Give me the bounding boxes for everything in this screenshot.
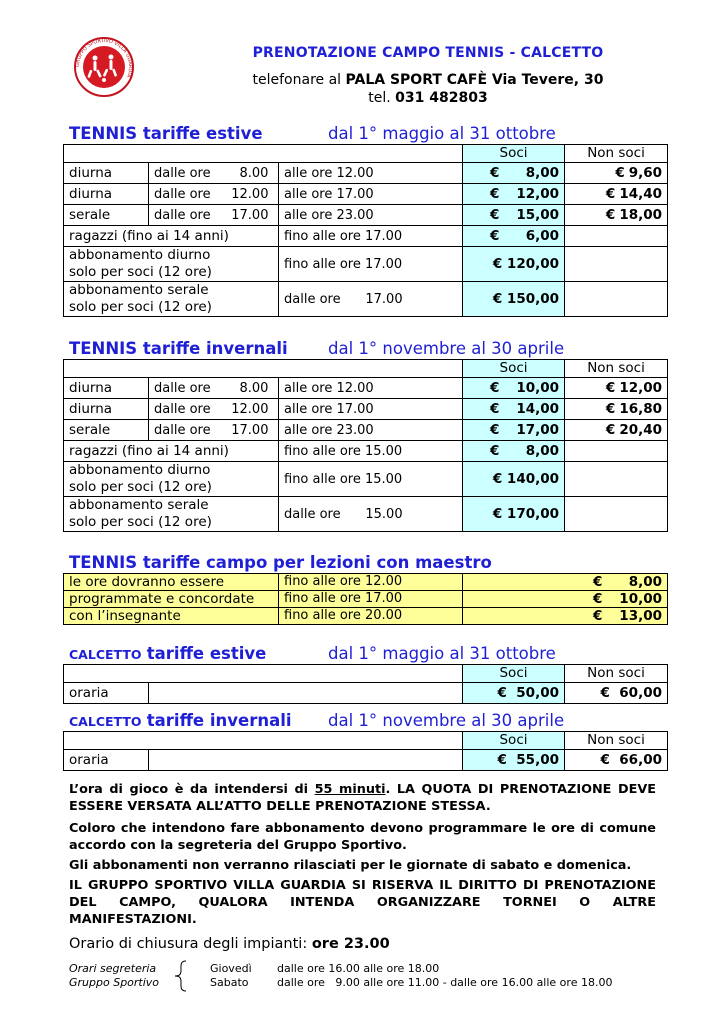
lesson-price: € 10,00 — [463, 591, 668, 608]
section-title: tariffe invernali — [146, 711, 292, 730]
table-row — [64, 574, 668, 591]
col-non-soci: Non soci — [565, 360, 668, 378]
rate-to: alle ore 23.00 — [279, 205, 463, 226]
price-soci: € 10,00 — [463, 378, 565, 399]
footer-day-1: Giovedì — [210, 962, 252, 975]
price-soci: € 50,00 — [463, 683, 565, 704]
price-soci: € 140,00 — [463, 462, 565, 497]
abbonamento-label: abbonamento diurno solo per soci (12 ore) — [64, 247, 279, 282]
rate-to: fino alle ore 12.00 — [279, 574, 463, 591]
col-soci: Soci — [463, 732, 565, 750]
lesson-note: con l’insegnante — [64, 608, 279, 625]
table-row — [64, 462, 668, 497]
brace-icon — [172, 960, 188, 992]
section-dates: dal 1° novembre al 30 aprile — [328, 711, 565, 730]
section-title: TENNIS tariffe estive — [69, 124, 263, 143]
table-row — [64, 420, 668, 441]
section-calcetto-winter-title — [69, 711, 565, 730]
price-soci: € 14,00 — [463, 399, 565, 420]
rate-from: dalle ore 8.00 — [149, 163, 279, 184]
col-non-soci: Non soci — [565, 732, 668, 750]
table-row — [64, 163, 668, 184]
rate-to: alle ore 17.00 — [279, 184, 463, 205]
price-soci: € 170,00 — [463, 497, 565, 532]
note-paragraph-2: Coloro che intendono fare abbonamento devono programmare le ore di comune accordo con la segreteria del Gruppo Sportivo. — [69, 821, 656, 853]
rate-name: serale — [64, 205, 149, 226]
price-non-soci: € 20,40 — [565, 420, 668, 441]
rate-name: serale — [64, 420, 149, 441]
price-soci: € 150,00 — [463, 282, 565, 317]
table-row — [64, 497, 668, 532]
rate-to: fino alle ore 17.00 — [279, 247, 463, 282]
section-title: TENNIS tariffe invernali — [69, 339, 288, 358]
lesson-price: € 8,00 — [463, 574, 668, 591]
table-row — [64, 399, 668, 420]
col-soci: Soci — [463, 145, 565, 163]
section-dates: dal 1° maggio al 31 ottobre — [328, 124, 556, 143]
table-header-row — [64, 732, 668, 750]
venue-name: PALA SPORT CAFÈ Via Tevere, 30 — [345, 72, 604, 88]
section-tennis-winter-title — [69, 339, 565, 358]
phone-line-2 — [0, 90, 724, 106]
rate-to: dalle ore 15.00 — [279, 497, 463, 532]
rate-to: fino alle ore 15.00 — [279, 441, 463, 462]
rate-name: diurna — [64, 399, 149, 420]
calcetto-winter-table — [63, 731, 668, 771]
rate-name: diurna — [64, 184, 149, 205]
section-tennis-summer-title — [69, 124, 556, 143]
price-soci: € 8,00 — [463, 441, 565, 462]
price-non-soci: € 18,00 — [565, 205, 668, 226]
table-row — [64, 608, 668, 625]
tennis-summer-table — [63, 144, 668, 317]
price-non-soci: € 66,00 — [565, 750, 668, 771]
duration-underlined: 55 minuti — [314, 782, 386, 797]
price-non-soci: € 12,00 — [565, 378, 668, 399]
rate-to: alle ore 12.00 — [279, 163, 463, 184]
rate-from: dalle ore 17.00 — [149, 420, 279, 441]
table-row — [64, 441, 668, 462]
rate-to: fino alle ore 20.00 — [279, 608, 463, 625]
ragazzi-label: ragazzi (fino ai 14 anni) — [64, 226, 279, 247]
col-soci: Soci — [463, 360, 565, 378]
price-soci: € 120,00 — [463, 247, 565, 282]
phone-number: 031 482803 — [395, 90, 488, 106]
tennis-lessons-table — [63, 573, 668, 625]
logo-ring-text: GRUPPO SPORTIVO VILLA GUARDIA — [74, 37, 134, 79]
col-soci: Soci — [463, 665, 565, 683]
ragazzi-label: ragazzi (fino ai 14 anni) — [64, 441, 279, 462]
price-non-soci: € 60,00 — [565, 683, 668, 704]
page-title: PRENOTAZIONE CAMPO TENNIS - CALCETTO — [252, 45, 604, 61]
price-soci: € 12,00 — [463, 184, 565, 205]
rate-from: dalle ore 8.00 — [149, 378, 279, 399]
rate-from: dalle ore 12.00 — [149, 399, 279, 420]
price-non-soci: € 9,60 — [565, 163, 668, 184]
abbonamento-label: abbonamento diurno solo per soci (12 ore) — [64, 462, 279, 497]
table-row — [64, 750, 668, 771]
table-row — [64, 247, 668, 282]
note-paragraph-4: IL GRUPPO SPORTIVO VILLA GUARDIA SI RISERVA IL DIRITTO DI PRENOTAZIONE DEL CAMPO, QUALORA INTENDA ORGANIZZARE TORNEI O ALTRE MANIFESTAZIONI. — [69, 878, 656, 927]
price-soci: € 17,00 — [463, 420, 565, 441]
closing-time-value: ore 23.00 — [311, 936, 390, 952]
price-soci: € 55,00 — [463, 750, 565, 771]
abbonamento-label: abbonamento serale solo per soci (12 ore) — [64, 282, 279, 317]
col-non-soci: Non soci — [565, 145, 668, 163]
section-title-small: CALCETTO — [69, 714, 142, 729]
rate-to: alle ore 23.00 — [279, 420, 463, 441]
price-soci: € 8,00 — [463, 163, 565, 184]
note-paragraph-1: L’ora di gioco è da intendersi di 55 minuti. LA QUOTA DI PRENOTAZIONE DEVE ESSERE VERSATA ALL’ATTO DELLE PRENOTAZIONE STESSA. — [69, 782, 656, 814]
table-header-row — [64, 145, 668, 163]
rate-from: dalle ore 12.00 — [149, 184, 279, 205]
table-row — [64, 184, 668, 205]
table-row — [64, 591, 668, 608]
table-row — [64, 378, 668, 399]
phone-line-1 — [0, 72, 724, 88]
lesson-note: le ore dovranno essere — [64, 574, 279, 591]
footer-hours-1: dalle ore 16.00 alle ore 18.00 — [277, 962, 440, 975]
price-soci: € 6,00 — [463, 226, 565, 247]
tennis-winter-table — [63, 359, 668, 532]
rate-to: alle ore 17.00 — [279, 399, 463, 420]
price-soci: € 15,00 — [463, 205, 565, 226]
footer-label-2: Gruppo Sportivo — [69, 976, 160, 989]
rate-to: fino alle ore 15.00 — [279, 462, 463, 497]
rate-name: oraria — [64, 683, 149, 704]
section-dates: dal 1° maggio al 31 ottobre — [328, 644, 556, 663]
rate-to: alle ore 12.00 — [279, 378, 463, 399]
footer-hours-2: dalle ore 9.00 alle ore 11.00 - dalle ore 16.00 alle ore 18.00 — [277, 976, 613, 989]
rate-name: diurna — [64, 163, 149, 184]
rate-name: diurna — [64, 378, 149, 399]
rate-to: fino alle ore 17.00 — [279, 226, 463, 247]
section-title: tariffe estive — [146, 644, 267, 663]
price-non-soci: € 16,80 — [565, 399, 668, 420]
col-non-soci: Non soci — [565, 665, 668, 683]
table-row — [64, 205, 668, 226]
phone-prefix: telefonare al — [252, 72, 342, 88]
footer-day-2: Sabato — [210, 976, 249, 989]
section-dates: dal 1° novembre al 30 aprile — [328, 339, 565, 358]
section-title-small: CALCETTO — [69, 647, 142, 662]
abbonamento-label: abbonamento serale solo per soci (12 ore) — [64, 497, 279, 532]
table-header-row — [64, 360, 668, 378]
rate-from: dalle ore 17.00 — [149, 205, 279, 226]
price-non-soci: € 14,40 — [565, 184, 668, 205]
table-row — [64, 683, 668, 704]
footer-label-1: Orari segreteria — [69, 962, 157, 975]
section-tennis-lessons-title — [69, 553, 492, 572]
closing-time: Orario di chiusura degli impianti: ore 23.00 — [69, 936, 390, 952]
tel-prefix: tel. — [368, 90, 391, 106]
rate-to: dalle ore 17.00 — [279, 282, 463, 317]
lesson-note: programmate e concordate — [64, 591, 279, 608]
table-row — [64, 226, 668, 247]
section-title: TENNIS tariffe campo per lezioni con maestro — [69, 553, 492, 572]
table-header-row — [64, 665, 668, 683]
lesson-price: € 13,00 — [463, 608, 668, 625]
rate-name: oraria — [64, 750, 149, 771]
section-calcetto-summer-title — [69, 644, 556, 663]
calcetto-summer-table — [63, 664, 668, 704]
rate-to: fino alle ore 17.00 — [279, 591, 463, 608]
note-paragraph-3: Gli abbonamenti non verranno rilasciati per le giornate di sabato e domenica. — [69, 858, 632, 873]
table-row — [64, 282, 668, 317]
